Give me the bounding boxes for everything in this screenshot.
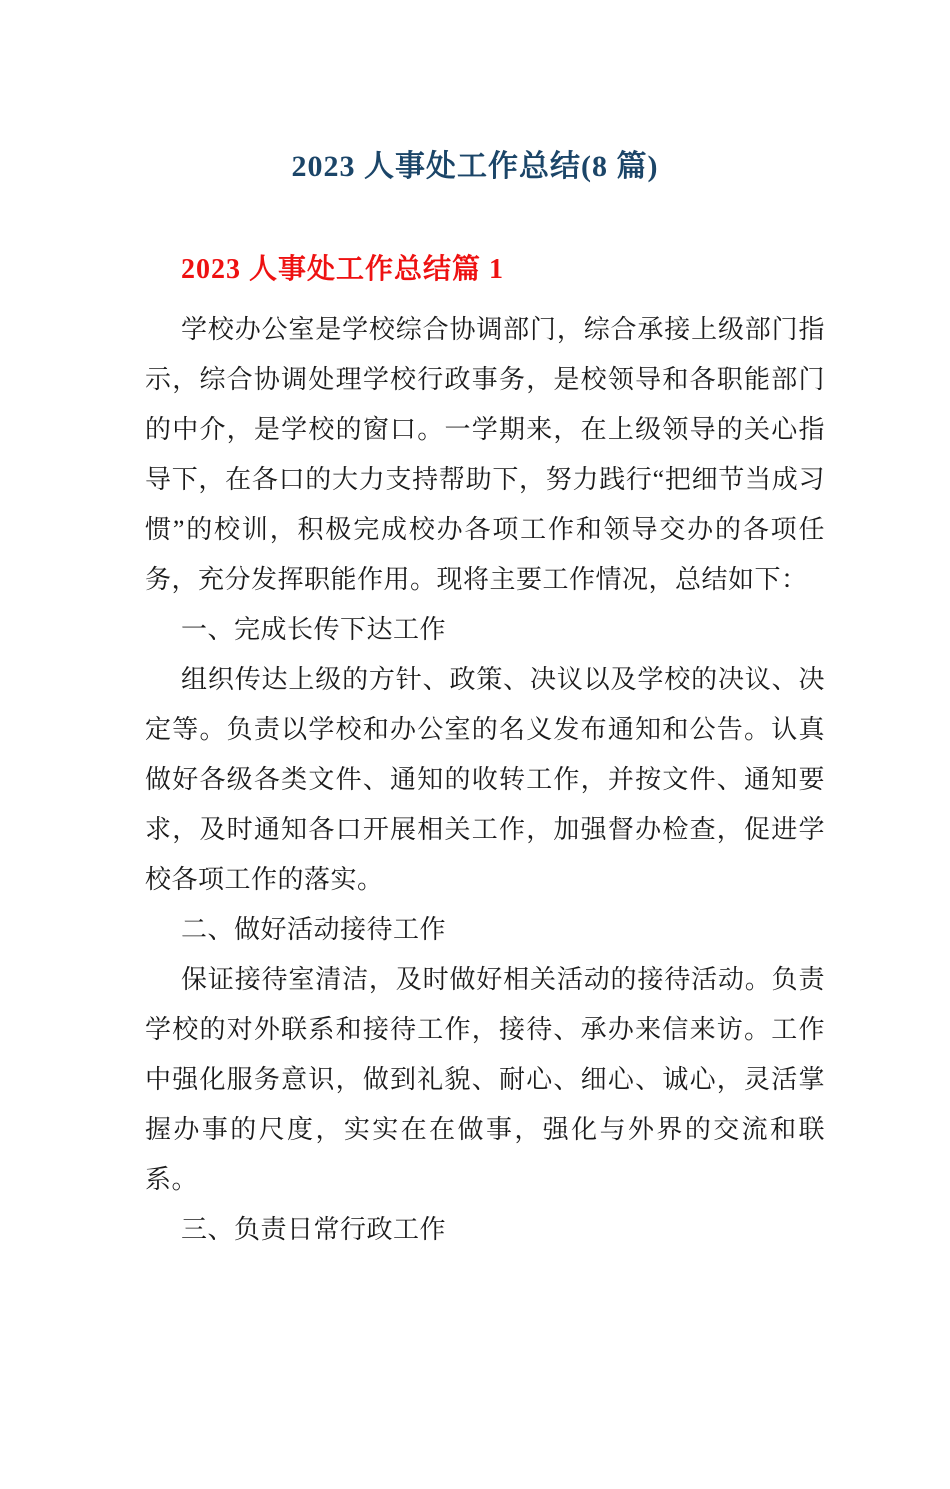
- paragraph-section-1: 组织传达上级的方针、政策、决议以及学校的决议、决定等。负责以学校和办公室的名义发布通知和公告。认真做好各级各类文件、通知的收转工作，并按文件、通知要求，及时通知各口开展相关工作，加强督办检查，促进学校各项工作的落实。: [145, 665, 825, 894]
- document-page: [0, 145, 950, 1489]
- document-title: 2023 人事处工作总结(8 篇): [291, 150, 659, 183]
- paragraph-section-2: 保证接待室清洁，及时做好相关活动的接待活动。负责学校的对外联系和接待工作，接待、承办来信来访。工作中强化服务意识，做到礼貌、耐心、细心、诚心，灵活掌握办事的尺度，实实在在做事，强化与外界的交流和联系。: [145, 965, 825, 1194]
- paragraph-intro: 学校办公室是学校综合协调部门，综合承接上级部门指示，综合协调处理学校行政事务，是校领导和各职能部门的中介，是学校的窗口。一学期来，在上级领导的关心指导下，在各口的大力支持帮助下，努力践行“把细节当成习惯”的校训，积极完成校办各项工作和领导交办的各项任务，充分发挥职能作用。现将主要工作情况，总结如下：: [145, 315, 825, 594]
- document-body: [0, 305, 950, 1255]
- subheading-3: 三、负责日常行政工作: [181, 1215, 447, 1244]
- subheading-2: 二、做好活动接待工作: [181, 915, 447, 944]
- section-heading: 2023 人事处工作总结篇 1: [181, 254, 505, 285]
- subheading-1: 一、完成长传下达工作: [181, 615, 447, 644]
